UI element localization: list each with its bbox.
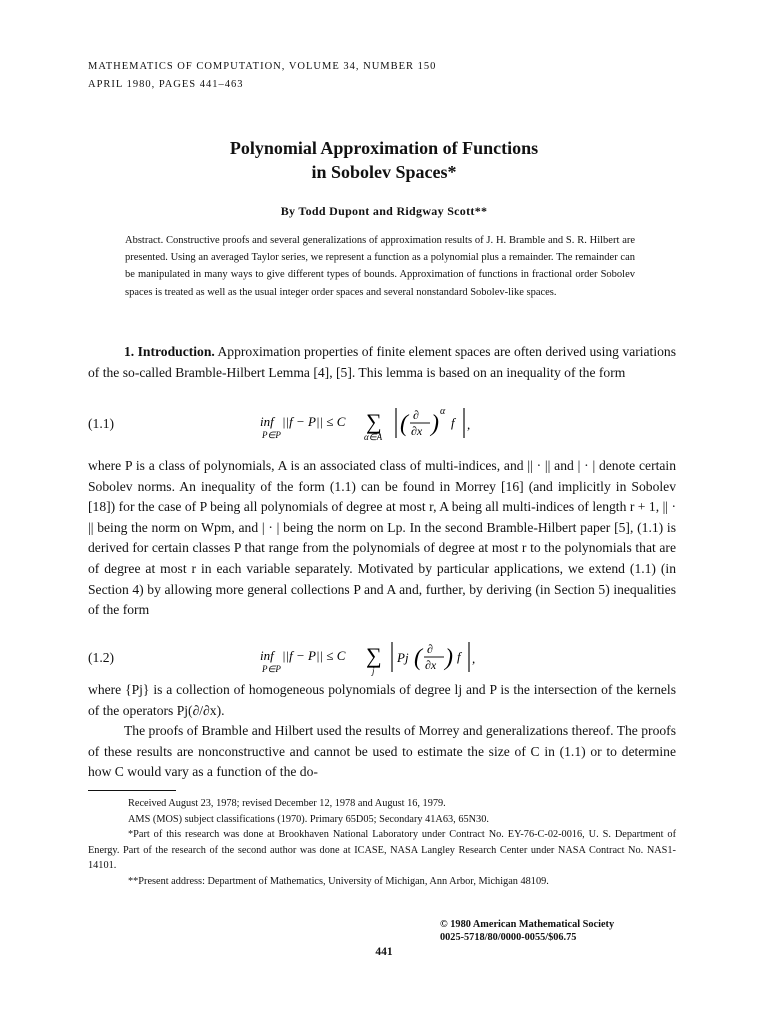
equation-lhs: ||f − P|| ≤ C [282, 648, 346, 663]
power-alpha: α [440, 406, 446, 417]
intro-paragraph-1 [88, 342, 676, 383]
inf-subscript: P∈P [262, 430, 281, 440]
inf-symbol: inf [260, 648, 274, 663]
frac-denominator: ∂x [425, 658, 437, 672]
footnote-double-star: **Present address: Department of Mathematics, University of Michigan, Ann Arbor, Michigan 48109. [128, 875, 549, 887]
inf-subscript: P∈P [262, 664, 281, 674]
tail-f: f [451, 415, 455, 430]
title-line-2: in Sobolev Spaces* [311, 162, 457, 182]
equation-1-1 [88, 402, 676, 442]
equation-number: (1.1) [88, 416, 115, 431]
sum-symbol: ∑ [366, 643, 382, 668]
footnote-star: *Part of this research was done at Brookhaven National Laboratory under Contract No. EY-76-C-02-0016, U. S. Department of Energy. Part of the research of the second author was done at ICASE, NASA Langley Research Center under NASA Contract No. NAS1-14101. [88, 829, 676, 871]
intro-paragraph-2: where P is a class of polynomials, A is an associated class of multi-indices, and || · || and | · | denote certain Sobolev norms. An inequality of the form (1.1) can be found in Morrey [16] (and implicitly in Sobolev [18]) for the case of P being all polynomials of degree at most r, A being all multi-indices of length r + 1, || · || being the norm on Wpm, and | · | being the norm on Lp. In the second Bramble-Hilbert paper [5], (1.1) is derived for certain classes P that range from the polynomials of degree at most r to the polynomials that are of degree at most r in each variable separately. Motivated by particular applications, we extend (1.1) (in Section 4) by allowing more general collections P and A and, further, by deriving (in Section 5) inequalities of the form [88, 458, 676, 618]
inf-symbol: inf [260, 414, 274, 429]
equation-svg [258, 402, 518, 446]
equation-body [258, 402, 518, 442]
journal-line-2: APRIL 1980, PAGES 441–463 [88, 79, 244, 90]
comma: , [472, 651, 476, 666]
intro-paragraph-3 [88, 680, 676, 783]
sum-symbol: ∑ [366, 409, 382, 434]
equation-number: (1.2) [88, 650, 115, 665]
section-heading: 1. Introduction. [124, 344, 215, 359]
footnote-ams: AMS (MOS) subject classifications (1970). Primary 65D05; Secondary 41A63, 65N30. [128, 813, 489, 825]
equation-body [258, 636, 518, 676]
frac-denominator: ∂x [411, 424, 423, 438]
tail-f: f [457, 649, 461, 664]
paren-right: ) [445, 645, 453, 671]
comma: , [467, 417, 471, 432]
copyright-line-2: 0025-5718/80/0000-0055/$06.75 [440, 932, 577, 943]
paper-title [0, 136, 768, 184]
frac-numerator: ∂ [413, 408, 419, 422]
intro-text-1: Approximation properties of finite element spaces are often derived using variations of the so-called Bramble-Hilbert Lemma [4], [5]. This lemma is based on an inequality of the form [88, 344, 676, 380]
paren-right: ) [431, 411, 439, 437]
footnote-received: Received August 23, 1978; revised December 12, 1978 and August 16, 1979. [128, 798, 446, 809]
frac-numerator: ∂ [427, 642, 433, 656]
sum-subscript: α∈A [364, 432, 383, 442]
sum-subscript: j [372, 666, 375, 676]
operator-pj: Pj [397, 650, 409, 665]
footnote-divider [88, 790, 176, 791]
equation-lhs: ||f − P|| ≤ C [282, 414, 346, 429]
copyright-block [440, 918, 614, 944]
title-line-1: Polynomial Approximation of Functions [229, 138, 539, 158]
footnotes [88, 796, 676, 889]
intro-text-3: where {Pj} is a collection of homogeneous polynomials of degree lj and P is the intersection of the kernels of the operators Pj(∂/∂x). [88, 682, 676, 718]
abstract-text: Constructive proofs and several generalizations of approximation results of J. H. Bramble and S. R. Hilbert are presented. Using an averaged Taylor series, we represent a function as a polynomial plus a remainder. The remainder can be manipulated in many ways to give different types of bounds. Approximation of functions in fractional order Sobolev spaces is treated as well as the usual integer order spaces and several nonstandard Sobolev-like spaces. [125, 235, 636, 298]
intro-text-4: The proofs of Bramble and Hilbert used the results of Morrey and generalizations thereof. The proofs of these results are nonconstructive and cannot be used to estimate the size of C in (1.1) or to determine how C would vary as a function of the do- [88, 723, 676, 780]
journal-header [88, 58, 436, 94]
paren-left: ( [414, 645, 422, 671]
page-number: 441 [375, 946, 393, 958]
copyright-line-1: © 1980 American Mathematical Society [440, 919, 615, 930]
author-line: By Todd Dupont and Ridgway Scott** [280, 204, 488, 218]
journal-line-1: MATHEMATICS OF COMPUTATION, VOLUME 34, NUMBER 150 [88, 61, 437, 72]
paren-left: ( [400, 411, 408, 437]
equation-svg [258, 636, 518, 680]
abstract-label: Abstract. [125, 235, 164, 246]
equation-1-2 [88, 636, 676, 676]
abstract [125, 232, 635, 301]
